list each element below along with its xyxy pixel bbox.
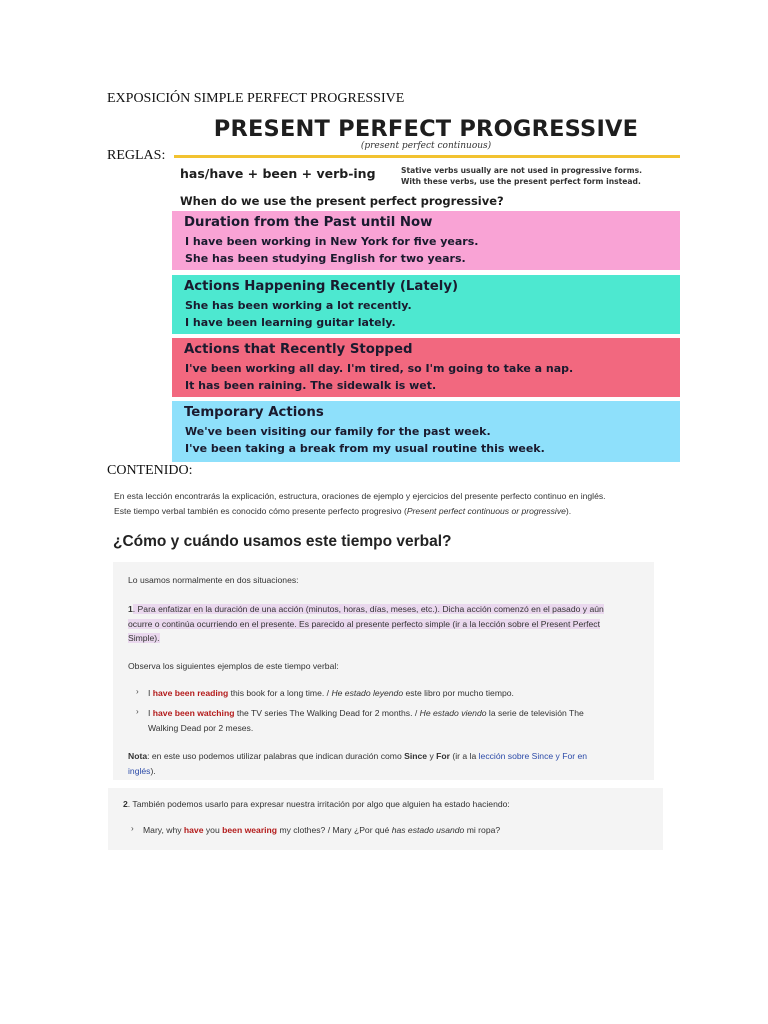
usage-panel-2 [108,788,663,850]
example-1: I have been reading this book for a long time. / He estado leyendo este libro por mucho tiempo. [148,688,514,698]
usage-box-recent [172,275,680,334]
stative-note-line-2: With these verbs, use the present perfect form instead. [401,177,641,186]
present-perfect-progressive-infographic [172,112,680,462]
box-heading: Actions Happening Recently (Lately) [184,279,459,294]
usage-panel-1 [113,562,654,780]
examples-lead: Observa los siguientes ejemplos de este tiempo verbal: [128,661,339,671]
infographic-subtitle: (present perfect continuous) [360,141,492,151]
lesson-heading: ¿Cómo y cuándo usamos este tiempo verbal? [113,533,452,550]
stative-note-line-1: Stative verbs usually are not used in progressive forms. [401,166,642,175]
example-2: I have been watching the TV series The Walking Dead for 2 months. / He estado viendo la serie de televisión The Walking Dead por 2 meses. [148,708,584,733]
box-example: I have been working in New York for five years. [185,235,479,248]
example-3: Mary, why have you been wearing my clothes? / Mary ¿Por qué has estado usando mi ropa? [143,825,501,835]
accent-divider [174,155,680,158]
box-heading: Duration from the Past until Now [184,215,433,230]
since-for-lesson-link[interactable]: lección sobre Since y For en [478,751,588,761]
usage-box-duration [172,211,680,270]
box-example: She has been studying English for two years. [185,252,466,265]
bullet-icon: › [131,824,134,833]
stative-note [401,165,681,187]
box-example: It has been raining. The sidewalk is wet. [185,379,437,392]
usage-box-stopped [172,338,680,397]
box-heading: Temporary Actions [184,405,324,420]
infographic-title: PRESENT PERFECT PROGRESSIVE [213,116,639,142]
usage-question: When do we use the present perfect progressive? [180,194,504,208]
panel-lead: Lo usamos normalmente en dos situaciones: [128,575,299,585]
box-example: We've been visiting our family for the past week. [185,425,491,438]
point-1: 1. Para enfatizar en la duración de una acción (minutos, horas, días, meses, etc.). Dicha acción comenzó en el pasado y aún ocurre o continúa ocurriendo en el presente. Es parecido al presente perfecto simple (ir a la lección sobre el Present Perfect Simple). [128,604,604,643]
document-title: EXPOSICIÓN SIMPLE PERFECT PROGRESSIVE [107,91,405,106]
bullet-icon: › [136,687,139,696]
box-heading: Actions that Recently Stopped [184,342,413,357]
box-example: I've been taking a break from my usual routine this week. [185,442,545,455]
usage-box-temporary [172,401,680,462]
contenido-label: CONTENIDO: [107,463,193,478]
formula: has/have + been + verb-ing [180,166,376,181]
point-2: 2. También podemos usarlo para expresar nuestra irritación por algo que alguien ha estado haciendo: [123,799,510,809]
since-for-lesson-link-cont[interactable]: inglés [128,765,151,776]
bullet-icon: › [136,707,139,716]
reglas-label: REGLAS: [107,148,166,163]
box-example: She has been working a lot recently. [185,299,412,312]
box-example: I've been working all day. I'm tired, so I'm going to take a nap. [185,362,574,375]
lesson-intro [114,489,654,519]
intro-line-2: Este tiempo verbal también es conocido cómo presente perfecto progresivo (Present perfect continuous or progressive). [114,506,572,516]
box-example: I have been learning guitar lately. [185,316,396,329]
intro-line-1: En esta lección encontrarás la explicación, estructura, oraciones de ejemplo y ejercicios del presente perfecto continuo en inglés. [114,491,606,501]
usage-note: Nota: en este uso podemos utilizar palabras que indican duración como Since y For (ir a la lección sobre Since y For en inglés). [128,751,588,776]
